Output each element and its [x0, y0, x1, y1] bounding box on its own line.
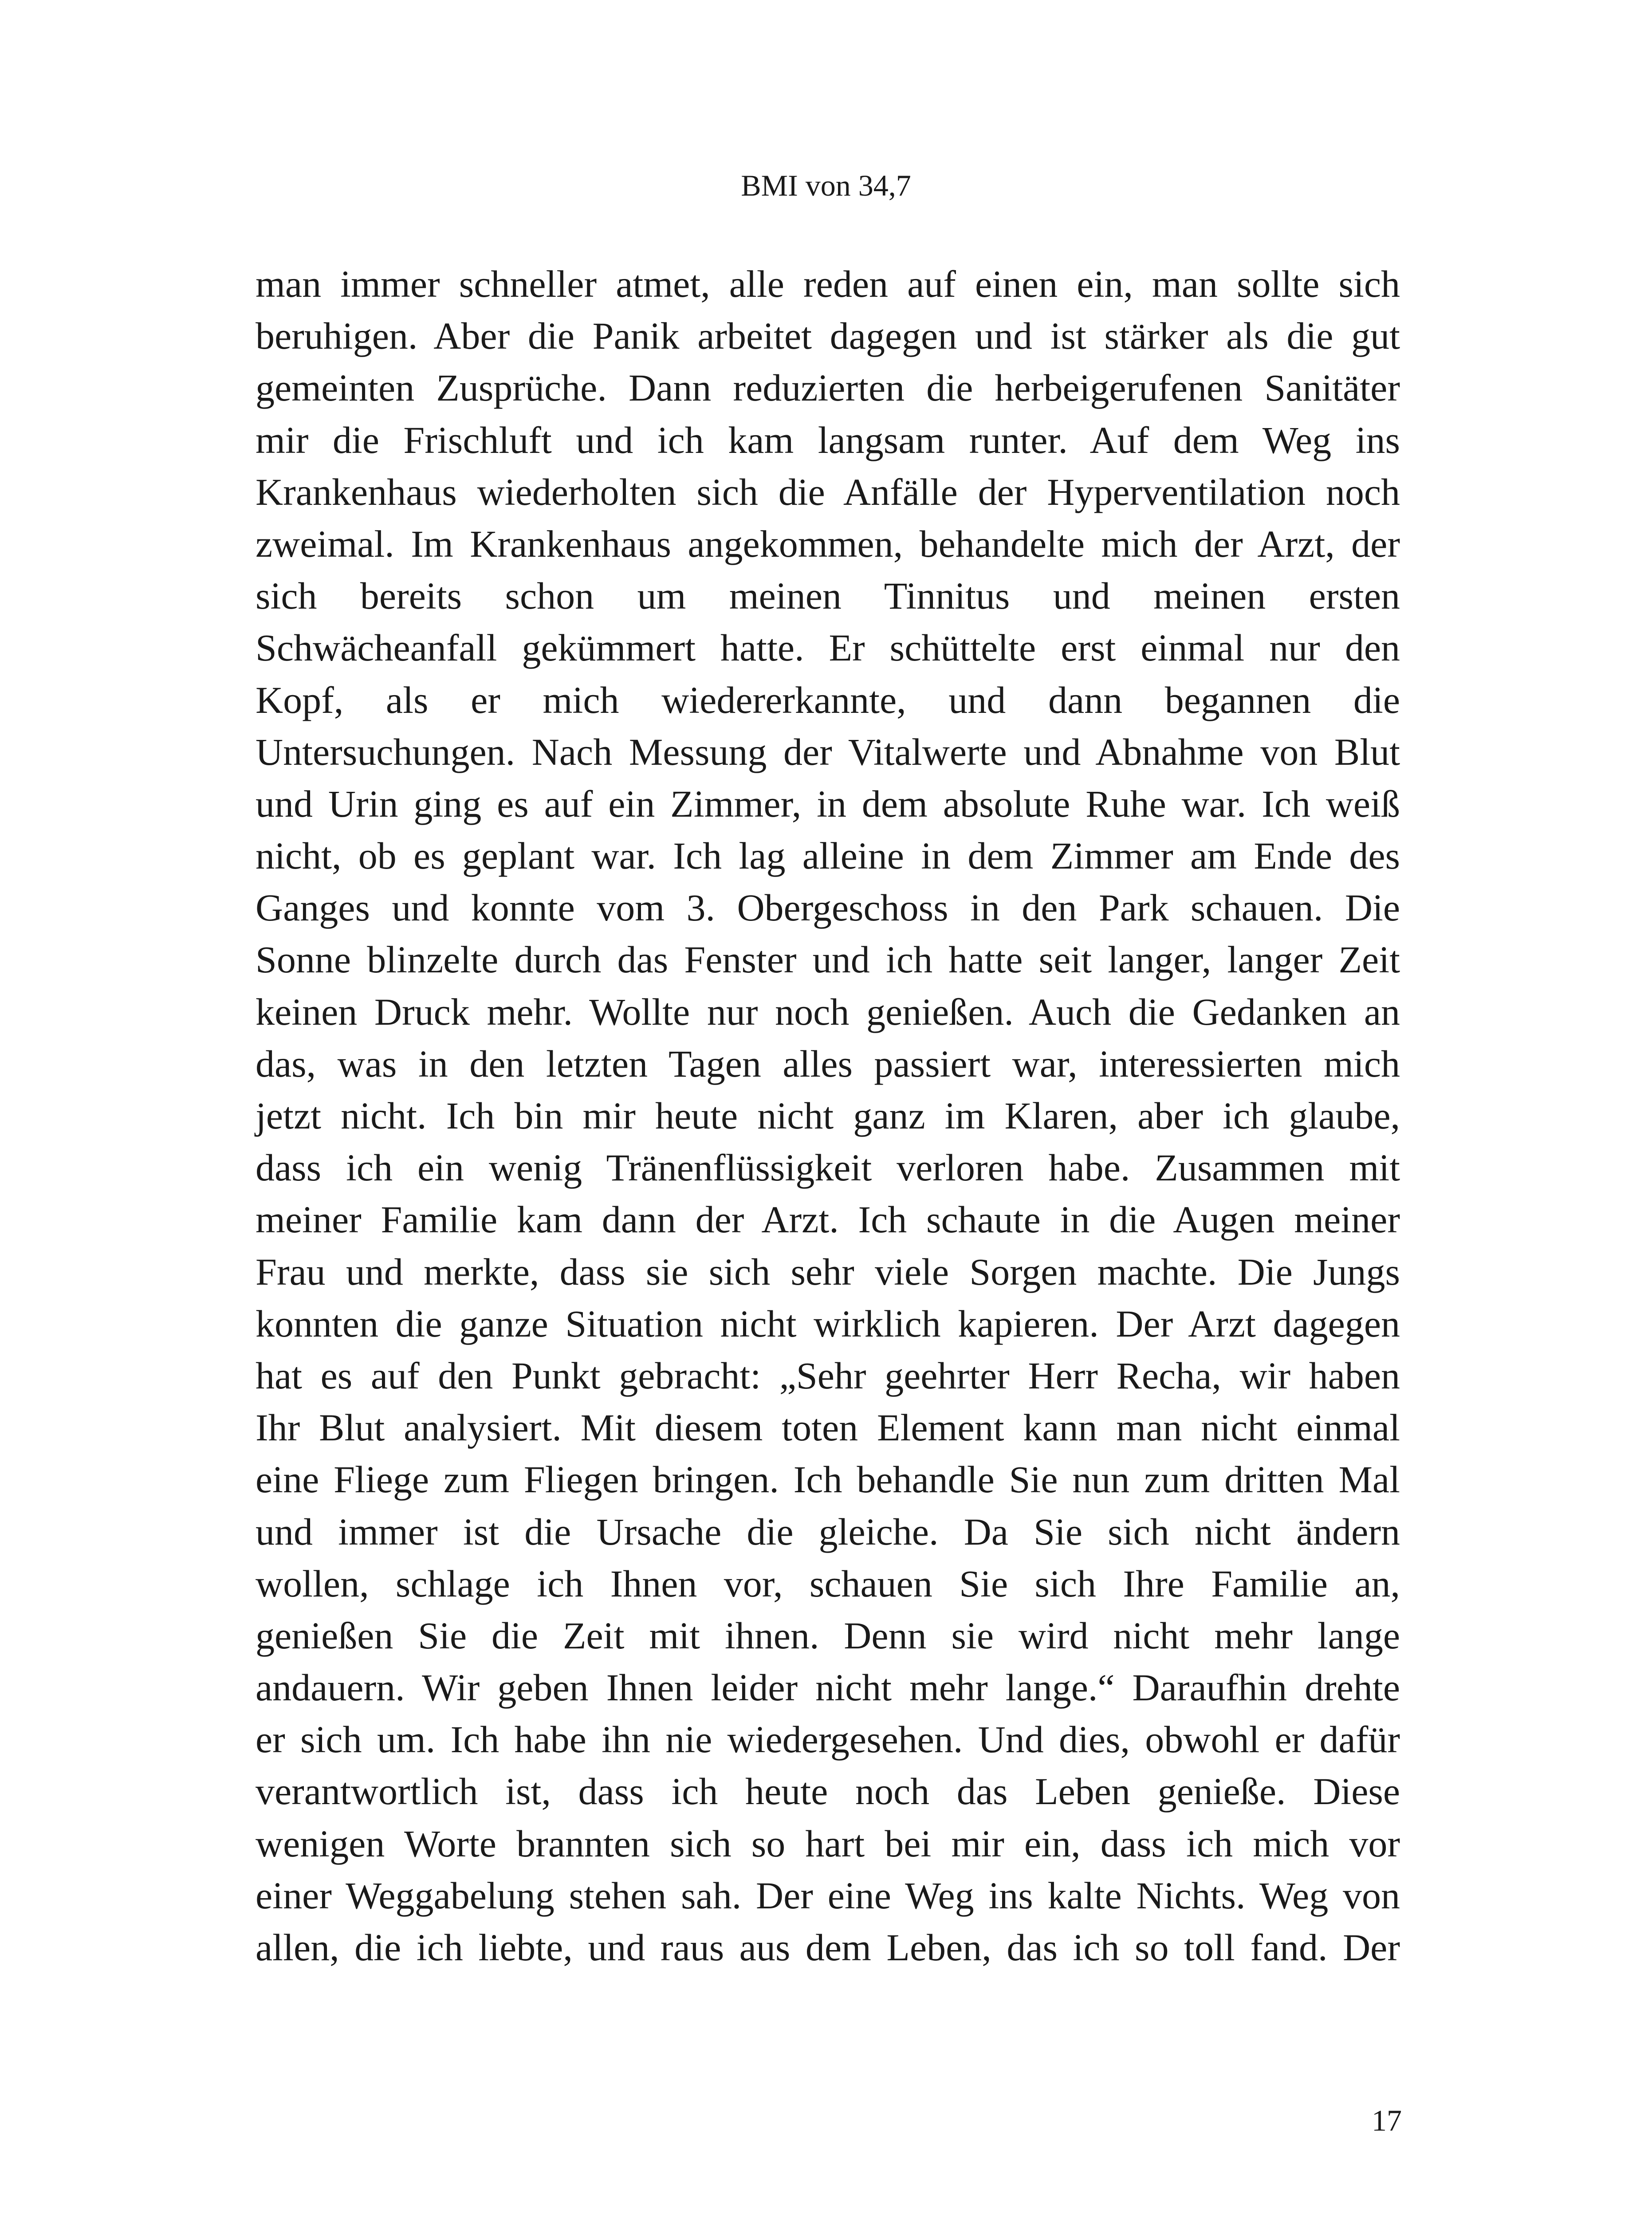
text-line: gemeinten Zusprüche. Dann reduzierten die herbeigerufenen Sanitäter [256, 366, 1400, 409]
text-line: eine Fliege zum Fliegen bringen. Ich behandle Sie nun zum dritten Mal [256, 1458, 1400, 1501]
text-line: einer Weggabelung stehen sah. Der eine Weg ins kalte Nichts. Weg von [256, 1874, 1400, 1917]
text-line: konnten die ganze Situation nicht wirklich kapieren. Der Arzt dagegen [256, 1302, 1400, 1345]
text-line: allen, die ich liebte, und raus aus dem Leben, das ich so toll fand. Der [256, 1926, 1400, 1969]
text-line: verantwortlich ist, dass ich heute noch das Leben genieße. Diese [256, 1770, 1400, 1813]
text-line: das, was in den letzten Tagen alles passiert war, interessierten mich [256, 1042, 1400, 1085]
text-line: und immer ist die Ursache die gleiche. Da Sie sich nicht ändern [256, 1510, 1400, 1553]
text-line: und Urin ging es auf ein Zimmer, in dem absolute Ruhe war. Ich weiß [256, 782, 1400, 825]
text-line: wenigen Worte brannten sich so hart bei mir ein, dass ich mich vor [256, 1822, 1400, 1865]
text-line: Ihr Blut analysiert. Mit diesem toten Element kann man nicht einmal [256, 1406, 1400, 1449]
text-line: er sich um. Ich habe ihn nie wiedergesehen. Und dies, obwohl er dafür [256, 1718, 1400, 1761]
text-line: man immer schneller atmet, alle reden auf einen ein, man sollte sich [256, 263, 1400, 305]
text-line: Ganges und konnte vom 3. Obergeschoss in den Park schauen. Die [256, 886, 1400, 929]
text-line: Krankenhaus wiederholten sich die Anfälle der Hyperventilation noch [256, 470, 1400, 513]
text-line: beruhigen. Aber die Panik arbeitet dagegen und ist stärker als die gut [256, 315, 1400, 358]
text-line: zweimal. Im Krankenhaus angekommen, behandelte mich der Arzt, der [256, 522, 1400, 565]
text-line: nicht, ob es geplant war. Ich lag alleine in dem Zimmer am Ende des [256, 834, 1400, 877]
text-line: sich bereits schon um meinen Tinnitus und meinen ersten [256, 574, 1400, 617]
text-line: wollen, schlage ich Ihnen vor, schauen Sie sich Ihre Familie an, [256, 1562, 1400, 1605]
text-line: keinen Druck mehr. Wollte nur noch genießen. Auch die Gedanken an [256, 990, 1400, 1033]
text-line: meiner Familie kam dann der Arzt. Ich schaute in die Augen meiner [256, 1198, 1400, 1241]
running-head: BMI von 34,7 [741, 169, 911, 202]
text-line: genießen Sie die Zeit mit ihnen. Denn sie wird nicht mehr lange [256, 1614, 1400, 1657]
text-line: Untersuchungen. Nach Messung der Vitalwerte und Abnahme von Blut [256, 730, 1400, 773]
text-line: Sonne blinzelte durch das Fenster und ich hatte seit langer, langer Zeit [256, 938, 1400, 981]
text-line: Frau und merkte, dass sie sich sehr viele Sorgen machte. Die Jungs [256, 1250, 1400, 1293]
text-line: Schwächeanfall gekümmert hatte. Er schüttelte erst einmal nur den [256, 626, 1400, 669]
text-line: Kopf, als er mich wiedererkannte, und dann begannen die [256, 678, 1400, 721]
text-line: hat es auf den Punkt gebracht: „Sehr geehrter Herr Recha, wir haben [256, 1354, 1400, 1397]
text-line: mir die Frischluft und ich kam langsam runter. Auf dem Weg ins [256, 418, 1400, 461]
page-number: 17 [1372, 2104, 1402, 2137]
text-line: andauern. Wir geben Ihnen leider nicht mehr lange.“ Daraufhin drehte [256, 1666, 1400, 1709]
text-line: dass ich ein wenig Tränenflüssigkeit verloren habe. Zusammen mit [256, 1146, 1400, 1189]
text-line: jetzt nicht. Ich bin mir heute nicht ganz im Klaren, aber ich glaube, [256, 1094, 1400, 1137]
body-text [256, 258, 1400, 1974]
